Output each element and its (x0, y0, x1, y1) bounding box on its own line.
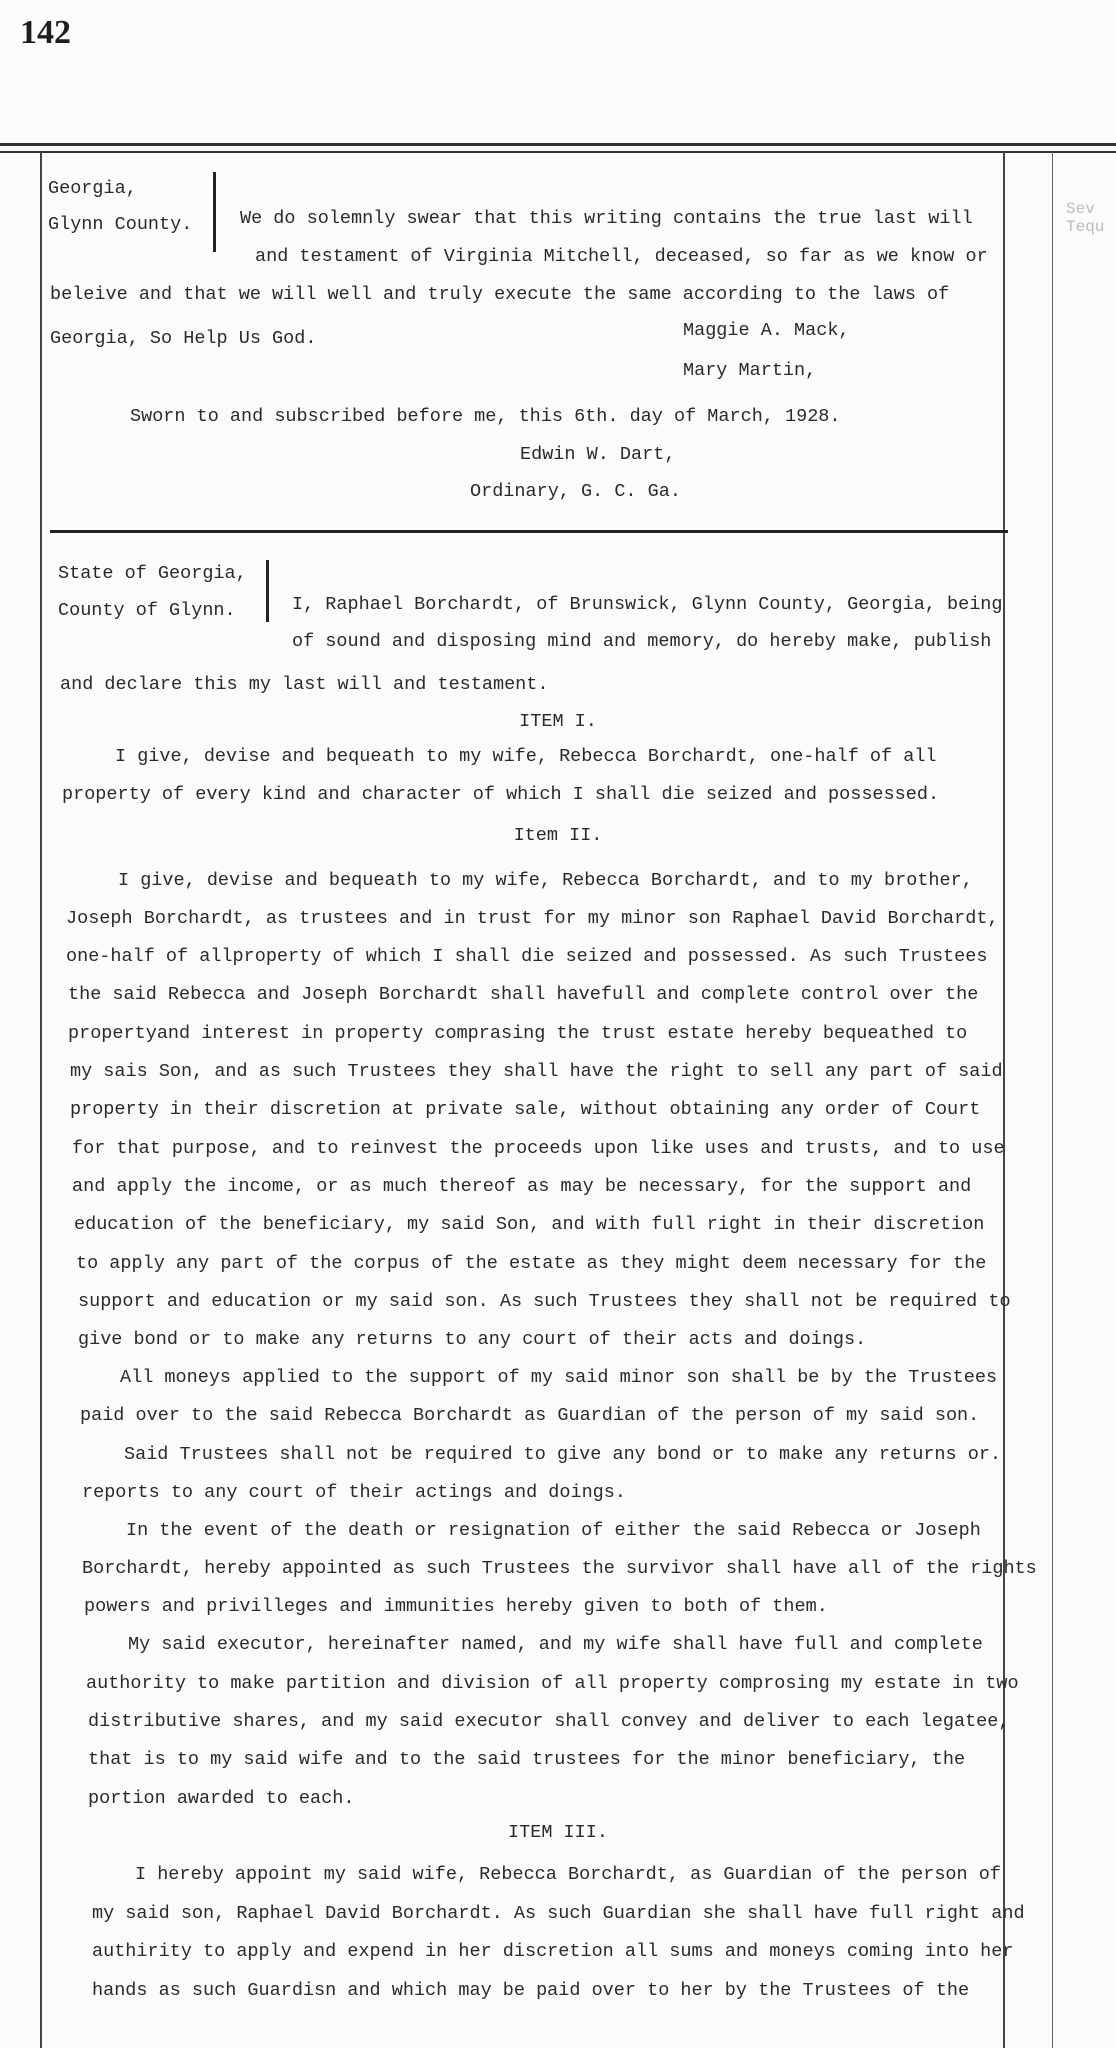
item2-line: the said Rebecca and Joseph Borchardt shall havefull and complete control over the (68, 984, 979, 1005)
item2-line: my sais Son, and as such Trustees they shall have the right to sell any part of said (70, 1061, 1003, 1082)
item2-line: paid over to the said Rebecca Borchardt as Guardian of the person of my said son. (80, 1405, 980, 1426)
item2-line: portion awarded to each. (88, 1788, 355, 1809)
item2-line: give bond or to make any returns to any court of their acts and doings. (78, 1329, 867, 1350)
top-rule (0, 143, 1116, 146)
item2-line: distributive shares, and my said executor shall convey and deliver to each legatee, (88, 1711, 1010, 1732)
margin-note: Sev Tequ (1066, 200, 1105, 236)
item2-line: to apply any part of the corpus of the estate as they might deem necessary for the (76, 1253, 987, 1274)
item-heading: ITEM I. (519, 711, 597, 732)
item2-line: authority to make partition and division of all property comprosing my estate in two (86, 1673, 1019, 1694)
item2-line: I give, devise and bequeath to my wife, Rebecca Borchardt, and to my brother, (118, 870, 973, 891)
oath-line: We do solemnly swear that this writing contains the true last will (240, 208, 973, 229)
oath-line: beleive and that we will well and truly execute the same according to the laws of (50, 284, 950, 305)
item3-line: my said son, Raphael David Borchardt. As such Guardian she shall have full right and (92, 1903, 1025, 1924)
item2-line: reports to any court of their actings and doings. (82, 1482, 626, 1503)
item3-line: authirity to apply and expend in her discretion all sums and moneys coming into her (92, 1941, 1014, 1962)
oath-line: Georgia, So Help Us God. (50, 328, 317, 349)
item3-line: I hereby appoint my said wife, Rebecca Borchardt, as Guardian of the person of (135, 1864, 1001, 1885)
will-intro-line: I, Raphael Borchardt, of Brunswick, Glynn County, Georgia, being (292, 594, 1003, 615)
item-heading: ITEM III. (508, 1822, 608, 1843)
will-caption-line2: County of Glynn. (58, 600, 236, 621)
witness-signature: Maggie A. Mack, (683, 320, 850, 341)
will-intro-line: of sound and disposing mind and memory, do hereby make, publish (292, 631, 992, 652)
officer-title: Ordinary, G. C. Ga. (470, 481, 681, 502)
oath-caption-line1: Georgia, (48, 178, 137, 199)
item2-line: support and education or my said son. As such Trustees they shall not be required to (78, 1291, 1011, 1312)
item2-line: for that purpose, and to reinvest the proceeds upon like uses and trusts, and to use (72, 1138, 1005, 1159)
item2-line: My said executor, hereinafter named, and my wife shall have full and complete (128, 1634, 983, 1655)
caption-bracket (213, 172, 216, 252)
officer-name: Edwin W. Dart, (520, 444, 676, 465)
item-heading: Item II. (513, 825, 603, 846)
sworn-statement: Sworn to and subscribed before me, this 6th. day of March, 1928. (130, 406, 841, 427)
left-border (40, 152, 42, 2048)
caption-bracket (266, 560, 269, 622)
item3-line: hands as such Guardisn and which may be paid over to her by the Trustees of the (92, 1980, 970, 2001)
page-number: 142 (20, 14, 71, 51)
right-border (1003, 152, 1005, 2048)
item2-line: one-half of allproperty of which I shall die seized and possessed. As such Trustees (66, 946, 988, 967)
item2-line: powers and privilleges and immunities hereby given to both of them. (84, 1596, 828, 1617)
item2-line: propertyand interest in property comprasing the trust estate hereby bequeathed to (68, 1023, 968, 1044)
item2-line: All moneys applied to the support of my said minor son shall be by the Trustees (120, 1367, 998, 1388)
will-caption-line1: State of Georgia, (58, 563, 247, 584)
will-intro-line: and declare this my last will and testament. (60, 674, 549, 695)
item2-line: In the event of the death or resignation of either the said Rebecca or Joseph (126, 1520, 981, 1541)
item2-line: property in their discretion at private sale, without obtaining any order of Court (70, 1099, 981, 1120)
item2-line: that is to my said wife and to the said trustees for the minor beneficiary, the (88, 1749, 966, 1770)
item2-line: education of the beneficiary, my said Son, and with full right in their discretion (74, 1214, 985, 1235)
oath-line: and testament of Virginia Mitchell, deceased, so far as we know or (255, 246, 988, 267)
top-rule-thin (0, 151, 1116, 153)
item1-line: property of every kind and character of which I shall die seized and possessed. (62, 784, 940, 805)
oath-caption-line2: Glynn County. (48, 214, 193, 235)
item2-line: Borchardt, hereby appointed as such Trustees the survivor shall have all of the rights (82, 1558, 1037, 1579)
section-divider (50, 530, 1008, 533)
witness-signature: Mary Martin, (683, 360, 817, 381)
item2-line: Said Trustees shall not be required to give any bond or to make any returns or. (124, 1444, 1002, 1465)
right-border-outer (1052, 152, 1053, 2048)
item2-line: and apply the income, or as much thereof as may be necessary, for the support and (72, 1176, 972, 1197)
item2-line: Joseph Borchardt, as trustees and in trust for my minor son Raphael David Borchardt, (66, 908, 999, 929)
item1-line: I give, devise and bequeath to my wife, Rebecca Borchardt, one-half of all (115, 746, 937, 767)
